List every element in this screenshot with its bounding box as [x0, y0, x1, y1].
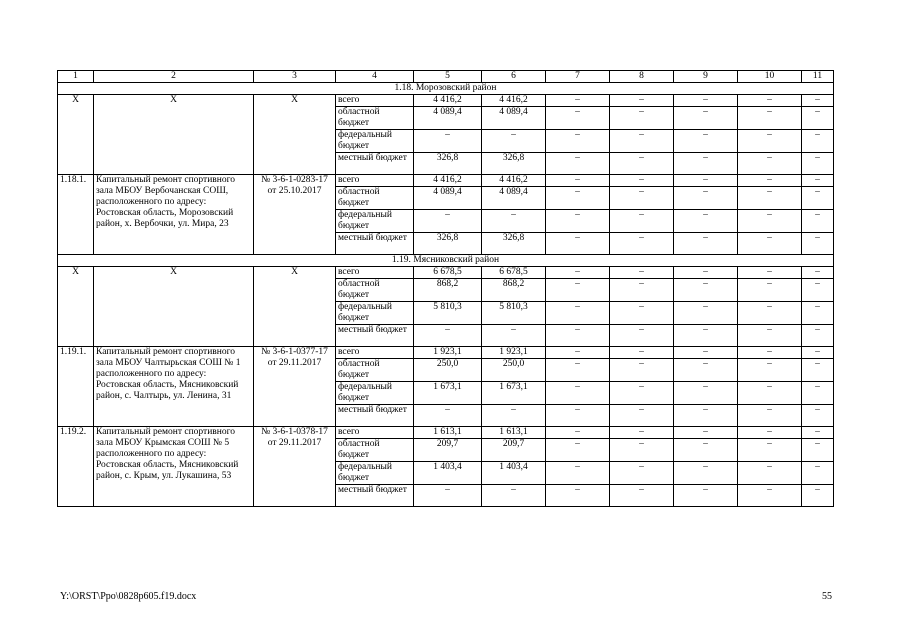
- amount-col10: –: [738, 175, 802, 187]
- amount-col5: 4 416,2: [414, 95, 482, 107]
- amount-col11: –: [802, 210, 834, 233]
- amount-col9: –: [674, 427, 738, 439]
- budget-type-label: федеральный бюджет: [336, 462, 414, 485]
- summary-col1: Х: [58, 95, 94, 175]
- amount-col6: –: [482, 325, 546, 347]
- budget-type-label: всего: [336, 267, 414, 279]
- amount-col7: –: [546, 175, 610, 187]
- amount-col9: –: [674, 347, 738, 359]
- section-title: 1.18. Морозовский район: [58, 83, 834, 95]
- amount-col6: 1 923,1: [482, 347, 546, 359]
- amount-col9: –: [674, 267, 738, 279]
- summary-col1: Х: [58, 267, 94, 347]
- budget-type-label: местный бюджет: [336, 233, 414, 255]
- budget-type-label: местный бюджет: [336, 325, 414, 347]
- amount-col11: –: [802, 267, 834, 279]
- amount-col6: 1 403,4: [482, 462, 546, 485]
- amount-col8: –: [610, 347, 674, 359]
- item-name: Капитальный ремонт спортивного зала МБОУ Чалтырьская СОШ № 1 расположенного по адресу: Ростовская область, Мясниковский район, с. Чалтырь, ул. Ленина, 31: [94, 347, 254, 427]
- amount-col11: –: [802, 187, 834, 210]
- amount-col11: –: [802, 95, 834, 107]
- amount-col7: –: [546, 302, 610, 325]
- amount-col5: 4 089,4: [414, 187, 482, 210]
- amount-col8: –: [610, 439, 674, 462]
- amount-col8: –: [610, 462, 674, 485]
- budget-type-label: всего: [336, 175, 414, 187]
- amount-col5: –: [414, 130, 482, 153]
- amount-col10: –: [738, 462, 802, 485]
- budget-type-label: всего: [336, 427, 414, 439]
- amount-col6: –: [482, 210, 546, 233]
- amount-col6: 6 678,5: [482, 267, 546, 279]
- column-number-2: 2: [94, 71, 254, 83]
- amount-col8: –: [610, 427, 674, 439]
- amount-col11: –: [802, 175, 834, 187]
- amount-col9: –: [674, 107, 738, 130]
- item-row: [58, 347, 834, 359]
- amount-col10: –: [738, 267, 802, 279]
- amount-col7: –: [546, 107, 610, 130]
- budget-type-label: всего: [336, 347, 414, 359]
- item-number: 1.18.1.: [58, 175, 94, 255]
- budget-type-label: федеральный бюджет: [336, 210, 414, 233]
- amount-col8: –: [610, 382, 674, 405]
- amount-col5: –: [414, 210, 482, 233]
- amount-col8: –: [610, 325, 674, 347]
- amount-col7: –: [546, 95, 610, 107]
- amount-col7: –: [546, 267, 610, 279]
- amount-col5: 326,8: [414, 233, 482, 255]
- amount-col5: 1 403,4: [414, 462, 482, 485]
- column-number-1: 1: [58, 71, 94, 83]
- amount-col11: –: [802, 439, 834, 462]
- amount-col7: –: [546, 382, 610, 405]
- item-document: № 3-6-1-0377-17 от 29.11.2017: [254, 347, 336, 427]
- amount-col11: –: [802, 462, 834, 485]
- amount-col6: 5 810,3: [482, 302, 546, 325]
- amount-col9: –: [674, 462, 738, 485]
- amount-col6: 326,8: [482, 233, 546, 255]
- amount-col8: –: [610, 485, 674, 507]
- amount-col6: 4 089,4: [482, 107, 546, 130]
- amount-col7: –: [546, 427, 610, 439]
- amount-col8: –: [610, 405, 674, 427]
- item-name: Капитальный ремонт спортивного зала МБОУ Вербочанская СОШ, расположенного по адресу: Ростовская область, Морозовский район, х. Вербочки, ул. Мира, 23: [94, 175, 254, 255]
- amount-col11: –: [802, 382, 834, 405]
- budget-type-label: местный бюджет: [336, 485, 414, 507]
- amount-col8: –: [610, 302, 674, 325]
- amount-col8: –: [610, 279, 674, 302]
- amount-col10: –: [738, 153, 802, 175]
- amount-col11: –: [802, 107, 834, 130]
- section-title-row: [58, 255, 834, 267]
- budget-type-label: областной бюджет: [336, 107, 414, 130]
- item-number: 1.19.2.: [58, 427, 94, 507]
- budget-type-label: местный бюджет: [336, 153, 414, 175]
- amount-col11: –: [802, 485, 834, 507]
- amount-col6: 209,7: [482, 439, 546, 462]
- budget-type-label: всего: [336, 95, 414, 107]
- amount-col6: –: [482, 485, 546, 507]
- amount-col7: –: [546, 325, 610, 347]
- budget-type-label: федеральный бюджет: [336, 130, 414, 153]
- amount-col9: –: [674, 279, 738, 302]
- column-number-4: 4: [336, 71, 414, 83]
- amount-col5: 250,0: [414, 359, 482, 382]
- amount-col6: 4 416,2: [482, 95, 546, 107]
- column-number-9: 9: [674, 71, 738, 83]
- amount-col6: 4 416,2: [482, 175, 546, 187]
- amount-col5: 1 673,1: [414, 382, 482, 405]
- amount-col5: –: [414, 325, 482, 347]
- amount-col10: –: [738, 187, 802, 210]
- amount-col8: –: [610, 359, 674, 382]
- amount-col8: –: [610, 210, 674, 233]
- amount-col7: –: [546, 279, 610, 302]
- amount-col10: –: [738, 359, 802, 382]
- amount-col10: –: [738, 95, 802, 107]
- amount-col7: –: [546, 130, 610, 153]
- amount-col10: –: [738, 279, 802, 302]
- amount-col9: –: [674, 95, 738, 107]
- amount-col11: –: [802, 405, 834, 427]
- amount-col10: –: [738, 427, 802, 439]
- amount-col5: –: [414, 485, 482, 507]
- summary-col2: Х: [94, 267, 254, 347]
- amount-col8: –: [610, 267, 674, 279]
- amount-col9: –: [674, 175, 738, 187]
- amount-col7: –: [546, 462, 610, 485]
- summary-col3: Х: [254, 267, 336, 347]
- column-number-8: 8: [610, 71, 674, 83]
- summary-row: [58, 95, 834, 107]
- amount-col10: –: [738, 405, 802, 427]
- amount-col10: –: [738, 382, 802, 405]
- summary-col3: Х: [254, 95, 336, 175]
- item-number: 1.19.1.: [58, 347, 94, 427]
- amount-col11: –: [802, 233, 834, 255]
- amount-col5: 1 923,1: [414, 347, 482, 359]
- amount-col8: –: [610, 153, 674, 175]
- amount-col11: –: [802, 325, 834, 347]
- amount-col9: –: [674, 439, 738, 462]
- column-number-6: 6: [482, 71, 546, 83]
- section-title-row: [58, 83, 834, 95]
- amount-col9: –: [674, 359, 738, 382]
- summary-col2: Х: [94, 95, 254, 175]
- amount-col7: –: [546, 439, 610, 462]
- amount-col5: 5 810,3: [414, 302, 482, 325]
- amount-col5: 1 613,1: [414, 427, 482, 439]
- amount-col6: –: [482, 130, 546, 153]
- amount-col5: 868,2: [414, 279, 482, 302]
- amount-col5: 4 089,4: [414, 107, 482, 130]
- budget-type-label: областной бюджет: [336, 359, 414, 382]
- footer-file-path: Y:\ORST\Ppo\0828p605.f19.docx: [60, 591, 197, 602]
- amount-col7: –: [546, 153, 610, 175]
- budget-type-label: местный бюджет: [336, 405, 414, 427]
- item-document: № 3-6-1-0283-17 от 25.10.2017: [254, 175, 336, 255]
- amount-col10: –: [738, 347, 802, 359]
- amount-col10: –: [738, 130, 802, 153]
- item-name: Капитальный ремонт спортивного зала МБОУ Крымская СОШ № 5 расположенного по адресу: Ростовская область, Мясниковский район, с. Крым, ул. Лукашина, 53: [94, 427, 254, 507]
- amount-col7: –: [546, 359, 610, 382]
- amount-col11: –: [802, 130, 834, 153]
- column-number-5: 5: [414, 71, 482, 83]
- amount-col8: –: [610, 107, 674, 130]
- summary-row: [58, 267, 834, 279]
- page-number: 55: [822, 591, 832, 602]
- amount-col10: –: [738, 302, 802, 325]
- amount-col9: –: [674, 210, 738, 233]
- item-row: [58, 175, 834, 187]
- amount-col7: –: [546, 405, 610, 427]
- amount-col5: –: [414, 405, 482, 427]
- budget-type-label: областной бюджет: [336, 279, 414, 302]
- amount-col6: 1 613,1: [482, 427, 546, 439]
- amount-col7: –: [546, 210, 610, 233]
- amount-col5: 209,7: [414, 439, 482, 462]
- amount-col9: –: [674, 187, 738, 210]
- amount-col10: –: [738, 107, 802, 130]
- amount-col10: –: [738, 210, 802, 233]
- amount-col9: –: [674, 233, 738, 255]
- amount-col8: –: [610, 95, 674, 107]
- amount-col8: –: [610, 130, 674, 153]
- amount-col11: –: [802, 359, 834, 382]
- amount-col6: –: [482, 405, 546, 427]
- budget-type-label: областной бюджет: [336, 187, 414, 210]
- item-row: [58, 427, 834, 439]
- amount-col11: –: [802, 347, 834, 359]
- amount-col9: –: [674, 153, 738, 175]
- budget-type-label: федеральный бюджет: [336, 382, 414, 405]
- amount-col10: –: [738, 325, 802, 347]
- amount-col9: –: [674, 325, 738, 347]
- budget-type-label: федеральный бюджет: [336, 302, 414, 325]
- table-body: [58, 71, 834, 507]
- amount-col7: –: [546, 187, 610, 210]
- column-number-3: 3: [254, 71, 336, 83]
- amount-col7: –: [546, 485, 610, 507]
- amount-col9: –: [674, 382, 738, 405]
- amount-col7: –: [546, 347, 610, 359]
- amount-col10: –: [738, 485, 802, 507]
- amount-col9: –: [674, 302, 738, 325]
- budget-table: [57, 70, 834, 507]
- amount-col11: –: [802, 427, 834, 439]
- amount-col6: 868,2: [482, 279, 546, 302]
- section-title: 1.19. Мясниковский район: [58, 255, 834, 267]
- column-number-row: [58, 71, 834, 83]
- amount-col8: –: [610, 233, 674, 255]
- amount-col11: –: [802, 279, 834, 302]
- amount-col9: –: [674, 485, 738, 507]
- amount-col6: 326,8: [482, 153, 546, 175]
- amount-col6: 1 673,1: [482, 382, 546, 405]
- amount-col8: –: [610, 175, 674, 187]
- column-number-7: 7: [546, 71, 610, 83]
- amount-col7: –: [546, 233, 610, 255]
- amount-col10: –: [738, 233, 802, 255]
- budget-type-label: областной бюджет: [336, 439, 414, 462]
- column-number-10: 10: [738, 71, 802, 83]
- column-number-11: 11: [802, 71, 834, 83]
- item-document: № 3-6-1-0378-17 от 29.11.2017: [254, 427, 336, 507]
- amount-col5: 4 416,2: [414, 175, 482, 187]
- amount-col9: –: [674, 130, 738, 153]
- amount-col5: 326,8: [414, 153, 482, 175]
- amount-col6: 4 089,4: [482, 187, 546, 210]
- amount-col9: –: [674, 405, 738, 427]
- amount-col5: 6 678,5: [414, 267, 482, 279]
- amount-col11: –: [802, 153, 834, 175]
- amount-col10: –: [738, 439, 802, 462]
- amount-col11: –: [802, 302, 834, 325]
- amount-col6: 250,0: [482, 359, 546, 382]
- amount-col8: –: [610, 187, 674, 210]
